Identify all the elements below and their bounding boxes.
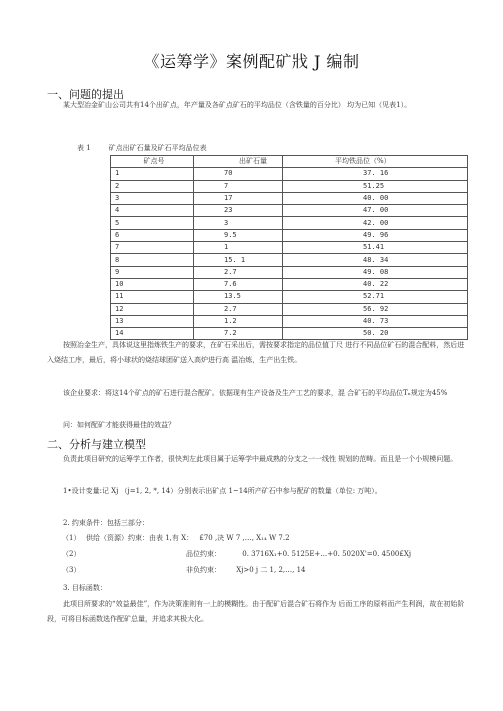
section-1-paragraph-2: 按照冶金生产，具体说这里指炼铁生产的要求，在矿石采出后，需按要求指定的品位值丁尺 进行不同品位矿石的混合配料，然后进入烧结工序，最后，将小球状的烧结球团矿送入高炉进行高 温冶炼，生产出生铁。 [47,341,465,364]
cell-grade: 50. 20 [283,328,468,340]
cell-output: 70 [194,168,283,180]
table-row [111,303,468,315]
cell-mine: 7 [111,242,194,254]
table-row [111,180,468,192]
cell-output: 3 [194,217,283,229]
cell-output: 15. 1 [194,254,283,266]
cell-mine: 1 [111,168,194,180]
table-body [111,168,468,340]
cell-grade: 42. 00 [283,217,468,229]
cell-grade: 51.25 [283,180,468,192]
table-row [111,266,468,278]
cell-mine: 9 [111,266,194,278]
cell-grade: 51.41 [283,242,468,254]
constraint-grade-label: 品位约束： [186,550,221,558]
cell-mine: 6 [111,229,194,241]
constraint-supply-formula: £70 ,决 W 7 ,…, X₁₄ W 7.2 [199,534,290,542]
cell-grade: 48. 34 [283,254,468,266]
table-caption-text: 矿点出矿石量及矿石平均品位表 [108,144,207,152]
ore-table [110,155,468,340]
cell-mine: 4 [111,205,194,217]
constraint-supply [62,533,290,543]
constraint-nonneg-label: 非负约束： [186,566,221,574]
design-variable-item: 1•设计变量:记 Xj （j=1, 2, *, 14）分别表示出矿点 1~14所产矿石中参与配矿的数量（单位: 万吨）。 [63,487,382,495]
cell-grade: 40. 00 [283,192,468,204]
table-row [111,192,468,204]
cell-output: 9.5 [194,229,283,241]
cell-mine: 8 [111,254,194,266]
objective-item: 3. 目标函数： [63,584,107,592]
table-row [111,278,468,290]
section-1-paragraph: 某大型冶金矿山公司共有14个出矿点，年产量及各矿点矿石的平均品位（含铁量的百分比） 均为已知（见表1）。 [63,101,412,109]
section-1-heading: 一、问题的提出 [47,88,124,101]
cell-grade: 52.71 [283,291,468,303]
cell-grade: 47. 00 [283,205,468,217]
column-header-output: 出矿石量 [194,156,283,168]
table-caption [77,143,207,153]
constraint-supply-number: （1） [62,534,81,542]
table-row [111,242,468,254]
constraint-nonneg-number: （3） [62,566,81,574]
column-header-mine: 矿点号 [111,156,194,168]
cell-output: 1 [194,242,283,254]
section-2-paragraph-2: 此项目所要求的“效益最佳”，作为决策准则有一上的模糊性。由于配矿后混合矿石将作为 后而工序的原料而产生利润，故在初始阶段，可将目标函数选作配矿总量，并追求其极大化。 [47,600,465,623]
table-caption-number: 表 1 [77,144,91,152]
column-header-grade: 平均铁品位（%） [283,156,468,168]
cell-output: 7.6 [194,278,283,290]
table-row [111,229,468,241]
constraint-grade-number: （2） [62,550,81,558]
cell-grade: 37. 16 [283,168,468,180]
cell-mine: 11 [111,291,194,303]
cell-grade: 40. 22 [283,278,468,290]
table-row [111,291,468,303]
constraints-item: 2. 约束条件：包括三部分： [63,519,149,527]
cell-output: 2.7 [194,266,283,278]
table-row [111,168,468,180]
constraint-nonneg [62,565,306,575]
cell-output: 7.2 [194,328,283,340]
constraint-supply-label: 供给（资源）约束：由表 1,有 X： [86,534,194,542]
table-row [111,217,468,229]
document-title: 《运筹学》案例配矿戕 J 编制 [143,52,360,71]
cell-mine: 2 [111,180,194,192]
cell-mine: 12 [111,303,194,315]
section-1-question: 问：如何配矿才能获得最佳的效益？ [63,421,175,429]
cell-grade: 49. 96 [283,229,468,241]
cell-mine: 3 [111,192,194,204]
cell-output: 23 [194,205,283,217]
section-2-heading: 二、分析与建立模型 [47,438,146,451]
cell-mine: 13 [111,315,194,327]
cell-grade: 40. 73 [283,315,468,327]
table-row [111,254,468,266]
cell-output: 17 [194,192,283,204]
cell-grade: 56. 92 [283,303,468,315]
cell-mine: 14 [111,328,194,340]
cell-grade: 49. 08 [283,266,468,278]
cell-output: 1.2 [194,315,283,327]
table-row [111,315,468,327]
cell-output: 13.5 [194,291,283,303]
constraint-grade [62,549,411,559]
table-row [111,205,468,217]
section-2-paragraph: 负责此项目研究的运筹学工作者，很快判左此项目属于运筹学中最成熟的分支之一一线性 规划的范畴。而且是一个小规模问题。 [63,455,458,463]
table-header-row [111,156,468,168]
cell-output: 2.7 [194,303,283,315]
section-1-paragraph-3: 该企业要求：将这14个矿点的矿石进行混合配矿。依据现有生产设备及生产工艺的要求，混 合矿石的平均品位Tₙ规定为45% [63,389,448,397]
cell-output: 7 [194,180,283,192]
cell-mine: 5 [111,217,194,229]
constraint-nonneg-formula: Xj>0 j 二 1, 2,…, 14 [236,566,306,574]
cell-mine: 10 [111,278,194,290]
constraint-grade-formula: 0. 3716X₁+0. 5125E+…+0. 5020X'=0. 4500£Xj [242,550,411,558]
